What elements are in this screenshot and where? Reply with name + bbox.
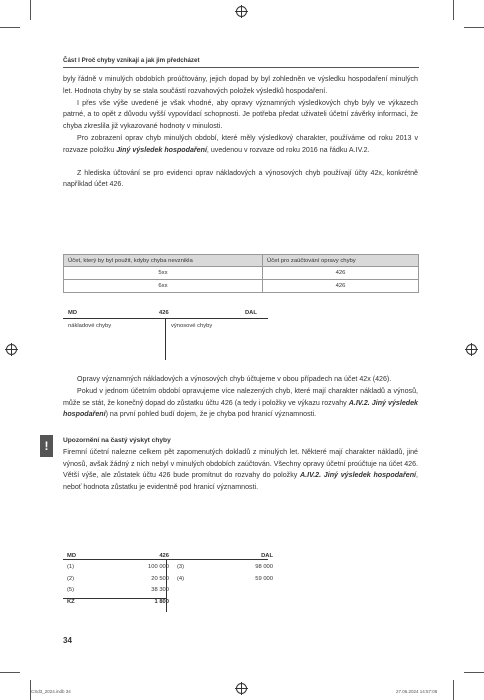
crop-mark — [464, 672, 484, 673]
md-label: MD — [67, 552, 77, 559]
t-account-row: (2) 20 500 (4) 59 000 — [67, 575, 273, 582]
table-cell: 6xx — [64, 280, 263, 293]
registration-mark-left — [6, 344, 17, 355]
table-cell: 5xx — [64, 267, 263, 280]
correction-table — [63, 254, 419, 293]
crop-mark — [30, 0, 31, 20]
table-cell: 426 — [263, 280, 419, 293]
t-account-426 — [63, 310, 268, 360]
paragraph: Pro zobrazení oprav chyb minulých období, které měly výsledkový charakter, používáme od roku 2013 v rozvaze položku Jiný výsledek hospodaření, uvedenou v rozvaze od roku 2016 na řádku A.IV.2. — [63, 133, 418, 154]
crop-mark — [0, 27, 20, 28]
t-account-example — [63, 550, 277, 608]
account-number: 426 — [159, 552, 169, 559]
t-account-row: (1) 100 000 (3) 98 000 — [67, 564, 273, 571]
t-account-divider — [165, 318, 166, 360]
chapter-header: Část I Proč chyby vznikají a jak jim předcházet — [63, 57, 200, 64]
paragraph: Z hlediska účtování se pro evidenci oprav nákladových a výnosových chyb používají účty 42x, konkrétně například účet 426. — [63, 168, 418, 189]
warning-title: Upozornění na častý výskyt chyby — [63, 437, 171, 444]
t-account-right-label: výnosové chyby — [171, 323, 213, 329]
footer-file: CSd3_2024.indb 34 — [31, 689, 71, 694]
footer-date: 27.06.2024 14:57:08 — [396, 689, 438, 694]
t-account-left-label: nákladové chyby — [68, 323, 112, 329]
crop-mark — [0, 672, 20, 673]
header-rule — [63, 67, 419, 68]
table-cell: 426 — [263, 267, 419, 280]
warning-box — [63, 435, 418, 494]
registration-mark-right — [466, 344, 477, 355]
paragraph: Pokud v jednom účetním období opravujeme více nalezených chyb, které mají charakter nákladů a výnosů, může se stát, že konečný dopad do zůstatku účtu 426 (a tedy i položky ve výkazu rozvahy A.IV.2. Jiný výsledek hospodaření) na první pohled budí dojem, že je chyba pod hranicí významnosti. — [63, 386, 418, 419]
paragraph: byly řádně v minulých obdobích proúčtovány, jejich dopad by byl zohledněn ve výsledku hospodaření minulých let. Hodnota chyby by se stala součástí rozvahových položek výsledků hospodaření. — [63, 75, 418, 95]
registration-mark-bottom — [236, 683, 247, 694]
body-text — [63, 74, 418, 191]
crop-mark — [453, 0, 454, 20]
account-number: 426 — [159, 310, 169, 316]
table-row — [64, 280, 419, 293]
md-label: MD — [68, 310, 78, 316]
table-header: Účet pro zaúčtování opravy chyby — [263, 255, 419, 267]
table-header: Účet, který by byl použit, kdyby chyba nevznikla — [64, 255, 263, 267]
t-account-total: KZ 1 800 — [67, 598, 169, 605]
crop-mark — [453, 680, 454, 700]
dal-label: DAL — [261, 552, 273, 559]
warning-icon: ! — [40, 435, 53, 457]
body-text — [63, 374, 418, 421]
warning-body: Firemní účetní nalezne celkem pět zapomenutých dokladů z minulých let. Některé mají charakter nákladů, jiné výnosů, avšak žádný z nich nebyl v minulých obdobích zaúčtován. Všechny opravy účetní proúčtuje na účet 426. Větší výše, ale zůstatek účtu 426 bude promítnut do rozvahy do položky A.IV.2. Jiný výsledek hospodaření, neboť hodnota zůstatku je evidentně pod hranicí významnosti. — [63, 447, 418, 492]
page-number: 34 — [63, 636, 72, 645]
crop-mark — [464, 27, 484, 28]
dal-label: DAL — [245, 310, 257, 316]
t-account-row: (5) 38 300 — [67, 587, 169, 594]
paragraph: I přes vše výše uvedené je však vhodné, aby opravy významných výsledkových chyb byly ve výkazech patrné, a to opět z důvodu vyšší vypovídací schopnosti. Je potřeba předat uživateli účetní závěrky informaci, že chyba zkreslila již vykazované hodnoty v minulosti. — [63, 98, 418, 131]
paragraph: Opravy významných nákladových a výnosových chyb účtujeme v obou případech na účet 42x (426). — [77, 375, 392, 383]
registration-mark-top — [236, 6, 247, 17]
table-row — [64, 267, 419, 280]
